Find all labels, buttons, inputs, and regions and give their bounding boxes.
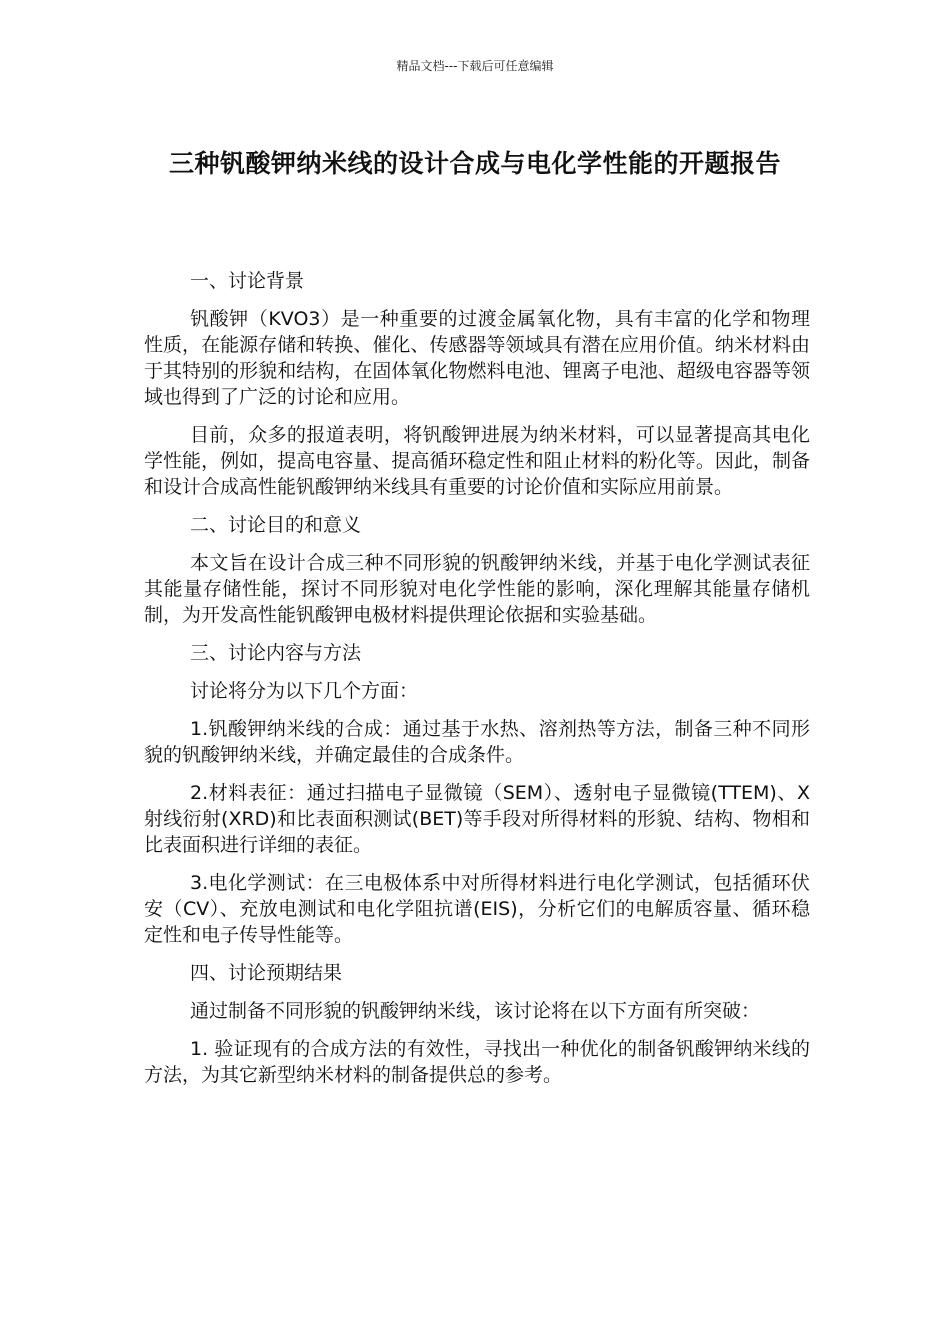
page-header-note: 精品文档---下载后可任意编辑	[396, 59, 554, 73]
document-body	[144, 268, 810, 1100]
paragraph: 通过制备不同形貌的钒酸钾纳米线，该讨论将在以下方面有所突破：	[190, 1000, 761, 1022]
list-item: 1. 验证现有的合成方法的有效性，寻找出一种优化的制备钒酸钾纳米线的方法，为其它新型纳米材料的制备提供总的参考。	[144, 1038, 810, 1086]
paragraph: 目前，众多的报道表明，将钒酸钾进展为纳米材料，可以显著提高其电化学性能，例如，提高电容量、提高循环稳定性和阻止材料的粉化等。因此，制备和设计合成高性能钒酸钾纳米线具有重要的讨论价值和实际应用前景。	[144, 424, 810, 498]
document-title: 三种钒酸钾纳米线的设计合成与电化学性能的开题报告	[168, 149, 781, 178]
paragraph: 本文旨在设计合成三种不同形貌的钒酸钾纳米线，并基于电化学测试表征其能量存储性能，探讨不同形貌对电化学性能的影响，深化理解其能量存储机制，为开发高性能钒酸钾电极材料提供理论依据和实验基础。	[144, 552, 810, 626]
section-heading-background: 一、讨论背景	[190, 270, 305, 292]
section-heading-expected-results: 四、讨论预期结果	[190, 962, 343, 984]
list-item: 3.电化学测试：在三电极体系中对所得材料进行电化学测试，包括循环伏安（CV）、充放电测试和电化学阻抗谱(EIS)，分析它们的电解质容量、循环稳定性和电子传导性能等。	[144, 872, 810, 946]
list-item: 2.材料表征：通过扫描电子显微镜（SEM）、透射电子显微镜(TTEM)、X 射线衍射(XRD)和比表面积测试(BET)等手段对所得材料的形貌、结构、物相和比表面积进行详细的表征。	[144, 782, 810, 856]
section-heading-purpose: 二、讨论目的和意义	[190, 514, 362, 536]
paragraph: 讨论将分为以下几个方面：	[190, 680, 419, 702]
paragraph: 钒酸钾（KVO3）是一种重要的过渡金属氧化物，具有丰富的化学和物理性质，在能源存储和转换、催化、传感器等领域具有潜在应用价值。纳米材料由于其特别的形貌和结构，在固体氧化物燃料电池、锂离子电池、超级电容器等领域也得到了广泛的讨论和应用。	[144, 308, 810, 408]
section-heading-content-methods: 三、讨论内容与方法	[190, 642, 362, 664]
list-item: 1.钒酸钾纳米线的合成：通过基于水热、溶剂热等方法，制备三种不同形貌的钒酸钾纳米线，并确定最佳的合成条件。	[144, 718, 810, 766]
